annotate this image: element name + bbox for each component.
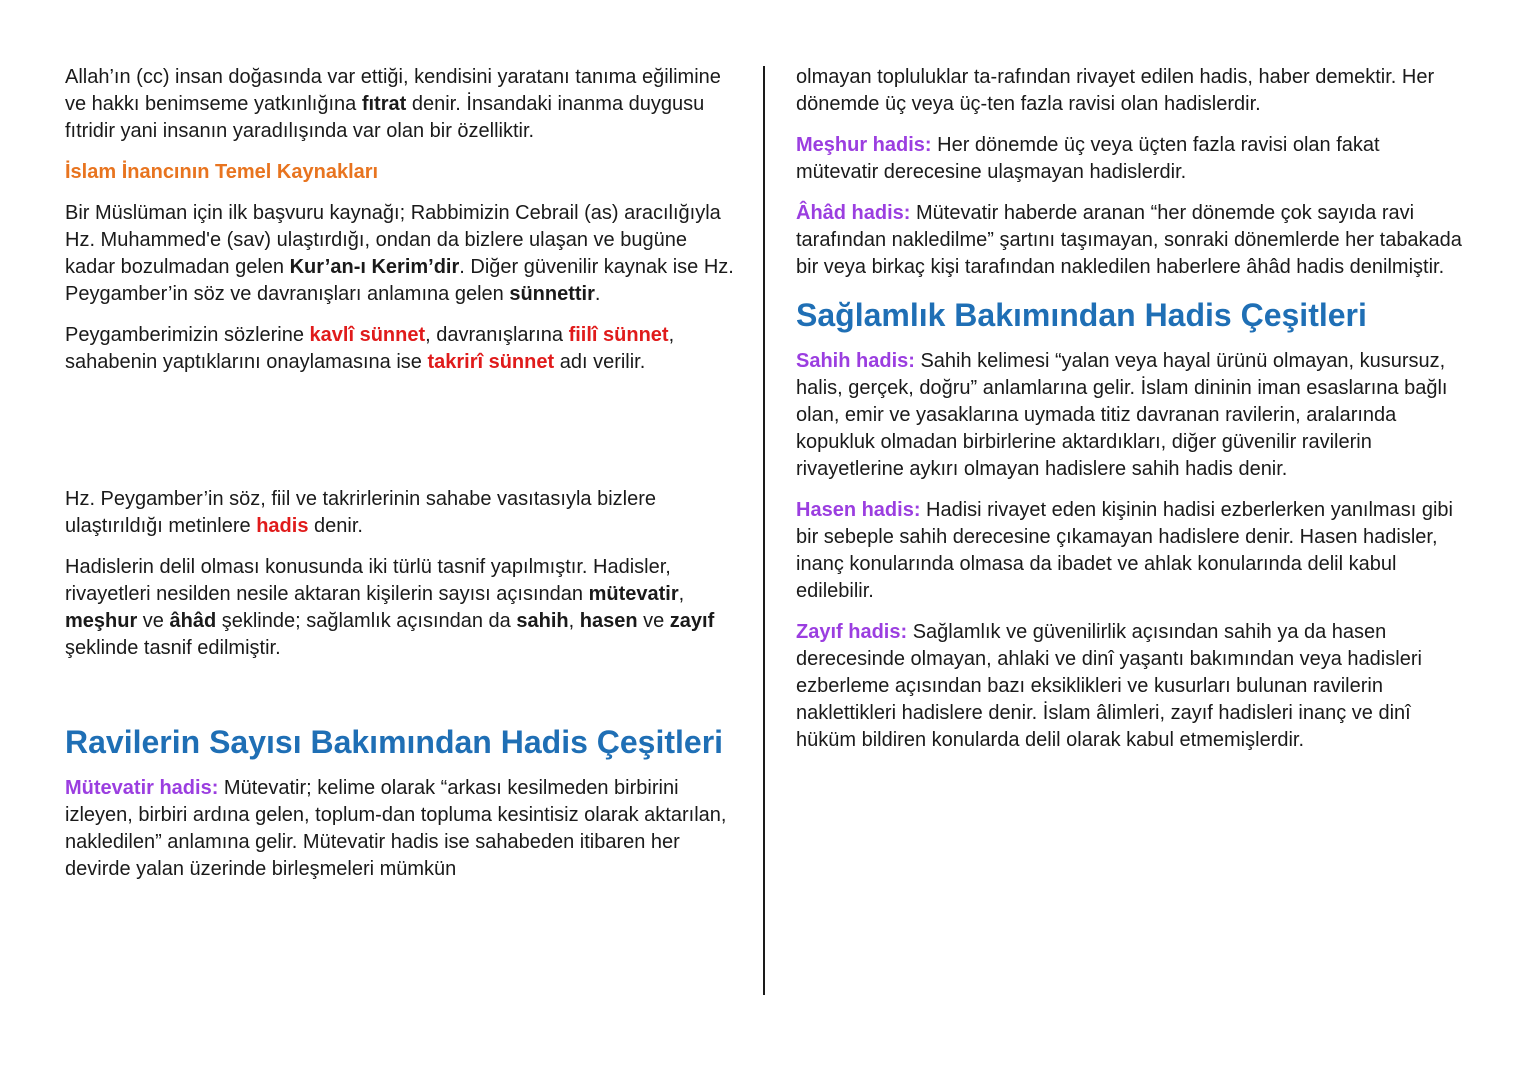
sources-heading: İslam İnancının Temel Kaynakları — [65, 161, 379, 183]
sahih-paragraph: Sahih hadis: Sahih kelimesi “yalan veya hayal ürünü olmayan, kusursuz, halis, gerçek, doğru” anlamlarına gelir. İslam dininin iman esaslarına bağlı olan, emir ve yasaklarına uymada titiz davranan ravilerin, aralarında kopukluk olmadan birbirlerine aktardıkları, diğer güvenilir ravilerin rivayetlerine aykırı olmayan hadislere sahih hadis denir. — [796, 350, 1448, 480]
hadis-definition-paragraph: Hz. Peygamber’in söz, fiil ve takrirlerinin sahabe vasıtasıyla bizlere ulaştırıldığı metinlere hadis denir. — [65, 488, 656, 537]
soundness-heading: Sağlamlık Bakımından Hadis Çeşitleri — [796, 297, 1367, 333]
fiili-sunnet-term: fiilî sünnet — [568, 324, 669, 346]
ahad-label: Âhâd hadis: — [796, 202, 911, 224]
hasen-label: Hasen hadis: — [796, 499, 921, 521]
mutevatir-continuation: olmayan topluluklar ta-rafından rivayet edilen hadis, haber demektir. Her dönemde üç veya üç-ten fazla ravisi olan hadislerdir. — [796, 66, 1435, 115]
sunnet-term: sünnettir — [509, 283, 595, 305]
narrators-heading: Ravilerin Sayısı Bakımından Hadis Çeşitleri — [65, 724, 724, 760]
zayif-paragraph: Zayıf hadis: Sağlamlık ve güvenilirlik açısından sahih ya da hasen derecesinde olmayan, ahlaki ve dinî yaşantı bakımından veya hadisleri ezberleme açısından bazı eksiklikleri ve kusurları bulunan ravilerin naklettikleri hadislere denir. İslam âlimleri, zayıf hadisleri inanç ve dinî hüküm bildiren konularda delil olarak kabul etmemişlerdir. — [796, 621, 1422, 751]
spacer — [65, 390, 737, 486]
column-divider — [763, 66, 765, 995]
quran-term: Kur’an-ı Kerim’dir — [289, 256, 460, 278]
takriri-sunnet-term: takrirî sünnet — [427, 351, 555, 373]
fitrat-paragraph: Allah’ın (cc) insan doğasında var ettiği, kendisini yaratanı tanıma eğilimine ve hakkı benimseme yatkınlığına fıtrat denir. İnsandaki inanma duygusu fıtridir yani insanın yaradılışında var olan bir özelliktir. — [65, 66, 721, 142]
hadis-term: hadis — [256, 515, 309, 537]
fitrat-term: fıtrat — [361, 93, 407, 115]
spacer — [65, 676, 737, 722]
ahad-paragraph: Âhâd hadis: Mütevatir haberde aranan “her dönemde çok sayıda ravi tarafından nakledilme” şartını taşımayan, sonraki dönemlerde her tabakada bir veya birkaç kişi tarafından nakledilen haberlere âhâd hadis denilmiştir. — [796, 202, 1462, 278]
mutevatir-paragraph: Mütevatir hadis: Mütevatir; kelime olarak “arkası kesilmeden birbirini izleyen, birbiri ardına gelen, toplum-dan topluma kesintisiz olarak aktarılan, nakledilen” anlamına gelir. Mütevatir hadis ise sahabeden itibaren her devirde yalan üzerinde birleşmeleri mümkün — [65, 777, 727, 880]
sunnet-types-paragraph: Peygamberimizin sözlerine kavlî sünnet, davranışlarına fiilî sünnet, sahabenin yaptıklarını onaylamasına ise takrirî sünnet adı verilir. — [65, 324, 675, 373]
kavli-sunnet-term: kavlî sünnet — [309, 324, 426, 346]
meshur-label: Meşhur hadis: — [796, 134, 932, 156]
sources-paragraph: Bir Müslüman için ilk başvuru kaynağı; Rabbimizin Cebrail (as) aracılığıyla Hz. Muhammed'e (sav) ulaştırdığı, ondan da bizlere ulaşan ve bugüne kadar bozulmadan gelen Kur’an-ı Kerim’dir. Diğer güvenilir kaynak ise Hz. Peygamber’in söz ve davranışları anlamına gelen sünnettir. — [65, 202, 734, 305]
classification-paragraph: Hadislerin delil olması konusunda iki türlü tasnif yapılmıştır. Hadisler, rivayetleri nesilden nesile aktaran kişilerin sayısı açısından mütevatir, meşhur ve âhâd şeklinde; sağlamlık açısından da sahih, hasen ve zayıf şeklinde tasnif edilmiştir. — [65, 556, 715, 659]
meshur-paragraph: Meşhur hadis: Her dönemde üç veya üçten fazla ravisi olan fakat mütevatir derecesine ulaşmayan hadislerdir. — [796, 134, 1380, 183]
mutevatir-label: Mütevatir hadis: — [65, 777, 219, 799]
hasen-paragraph: Hasen hadis: Hadisi rivayet eden kişinin hadisi ezberlerken yanılması gibi bir sebeple sahih derecesine çıkamayan hadislere denir. Hasen hadisler, inanç konularında olmasa da ibadet ve ahlak konularında delil kabul edilebilir. — [796, 499, 1453, 602]
left-column — [65, 64, 737, 897]
sahih-label: Sahih hadis: — [796, 350, 915, 372]
zayif-label: Zayıf hadis: — [796, 621, 908, 643]
right-column — [796, 64, 1466, 768]
